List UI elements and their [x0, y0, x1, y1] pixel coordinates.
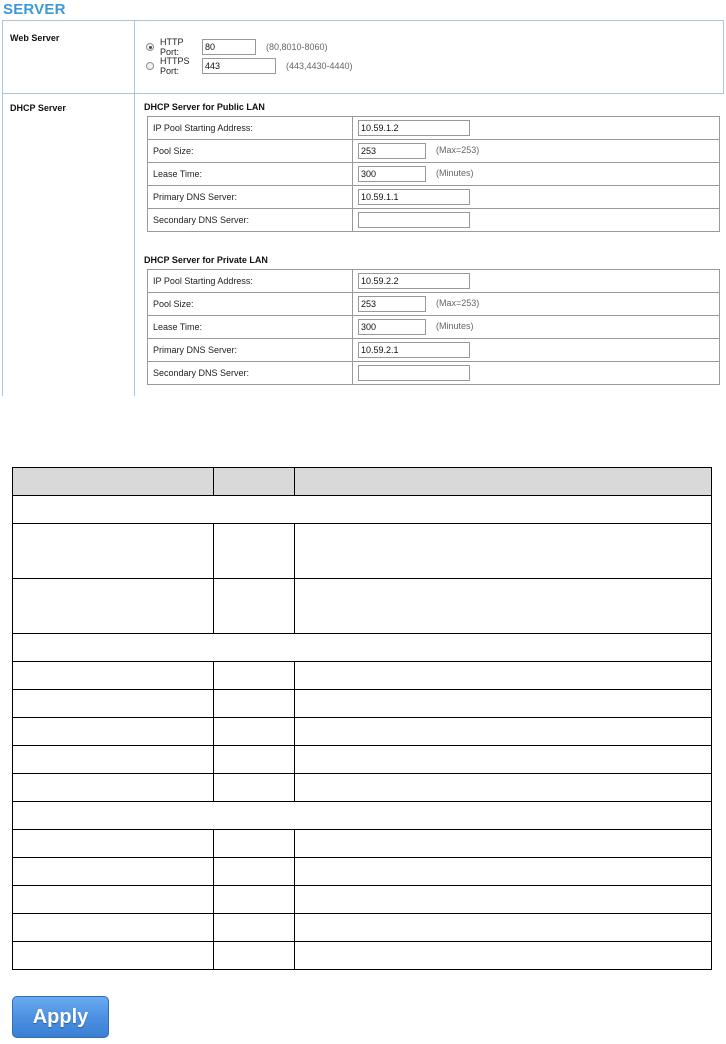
public-secondary-dns-input[interactable]	[358, 212, 470, 228]
http-port-row	[146, 38, 328, 56]
table-header-row	[13, 468, 712, 496]
server-settings-table	[2, 20, 724, 396]
parameter-table	[12, 467, 712, 970]
divider	[723, 20, 724, 94]
section-row	[13, 634, 712, 662]
divider	[2, 20, 3, 396]
lease-time-note: (Minutes)	[436, 321, 474, 332]
table-row	[148, 186, 720, 209]
table-row	[13, 524, 712, 579]
https-port-label: HTTPS Port:	[160, 56, 190, 76]
table-row	[148, 293, 720, 316]
private-secondary-dns-input[interactable]	[358, 365, 470, 381]
table-row	[148, 316, 720, 339]
public-lan-heading: DHCP Server for Public LAN	[144, 102, 265, 112]
row-label: Secondary DNS Server:	[148, 209, 353, 232]
public-lan-table	[147, 116, 720, 232]
http-port-hint: (80,8010-8060)	[266, 42, 328, 52]
row-label: IP Pool Starting Address:	[148, 270, 353, 293]
https-port-row	[146, 57, 353, 75]
divider	[134, 20, 135, 396]
table-row	[148, 339, 720, 362]
public-primary-dns-input[interactable]	[358, 189, 470, 205]
table-row	[13, 914, 712, 942]
table-row	[13, 690, 712, 718]
pool-size-note: (Max=253)	[436, 145, 480, 156]
https-port-radio[interactable]	[146, 62, 154, 70]
pool-size-note: (Max=253)	[436, 298, 480, 309]
section-row	[13, 802, 712, 830]
table-row	[13, 774, 712, 802]
web-server-label: Web Server	[10, 33, 60, 43]
public-ip-pool-start-input[interactable]	[358, 120, 470, 136]
divider	[2, 20, 724, 21]
http-port-label: HTTP Port:	[160, 37, 184, 57]
lease-time-note: (Minutes)	[436, 168, 474, 179]
table-row	[13, 830, 712, 858]
apply-button[interactable]: Apply	[12, 996, 109, 1038]
table-row	[13, 858, 712, 886]
row-label: Pool Size:	[148, 293, 353, 316]
table-row	[148, 362, 720, 385]
row-label: IP Pool Starting Address:	[148, 117, 353, 140]
page-title: SERVER	[3, 1, 66, 18]
table-row	[148, 209, 720, 232]
https-port-hint: (443,4430-4440)	[286, 61, 353, 71]
table-row	[13, 746, 712, 774]
table-row	[13, 942, 712, 970]
row-label: Secondary DNS Server:	[148, 362, 353, 385]
private-pool-size-input[interactable]	[358, 296, 426, 312]
private-lan-heading: DHCP Server for Private LAN	[144, 255, 268, 265]
private-lease-time-input[interactable]	[358, 319, 426, 335]
table-row	[13, 886, 712, 914]
private-lan-table	[147, 269, 720, 385]
row-label: Primary DNS Server:	[148, 339, 353, 362]
divider	[2, 93, 724, 94]
row-label: Pool Size:	[148, 140, 353, 163]
row-label: Lease Time:	[148, 163, 353, 186]
private-primary-dns-input[interactable]	[358, 342, 470, 358]
table-row	[148, 270, 720, 293]
table-row	[148, 117, 720, 140]
public-lease-time-input[interactable]	[358, 166, 426, 182]
table-row	[13, 662, 712, 690]
private-ip-pool-start-input[interactable]	[358, 273, 470, 289]
table-row	[148, 140, 720, 163]
table-row	[13, 718, 712, 746]
http-port-input[interactable]	[202, 39, 256, 55]
table-row	[148, 163, 720, 186]
table-row	[13, 579, 712, 634]
http-port-radio[interactable]	[146, 43, 154, 51]
section-row	[13, 496, 712, 524]
row-label: Lease Time:	[148, 316, 353, 339]
https-port-input[interactable]	[202, 58, 276, 74]
row-label: Primary DNS Server:	[148, 186, 353, 209]
public-pool-size-input[interactable]	[358, 143, 426, 159]
dhcp-server-label: DHCP Server	[10, 103, 66, 113]
